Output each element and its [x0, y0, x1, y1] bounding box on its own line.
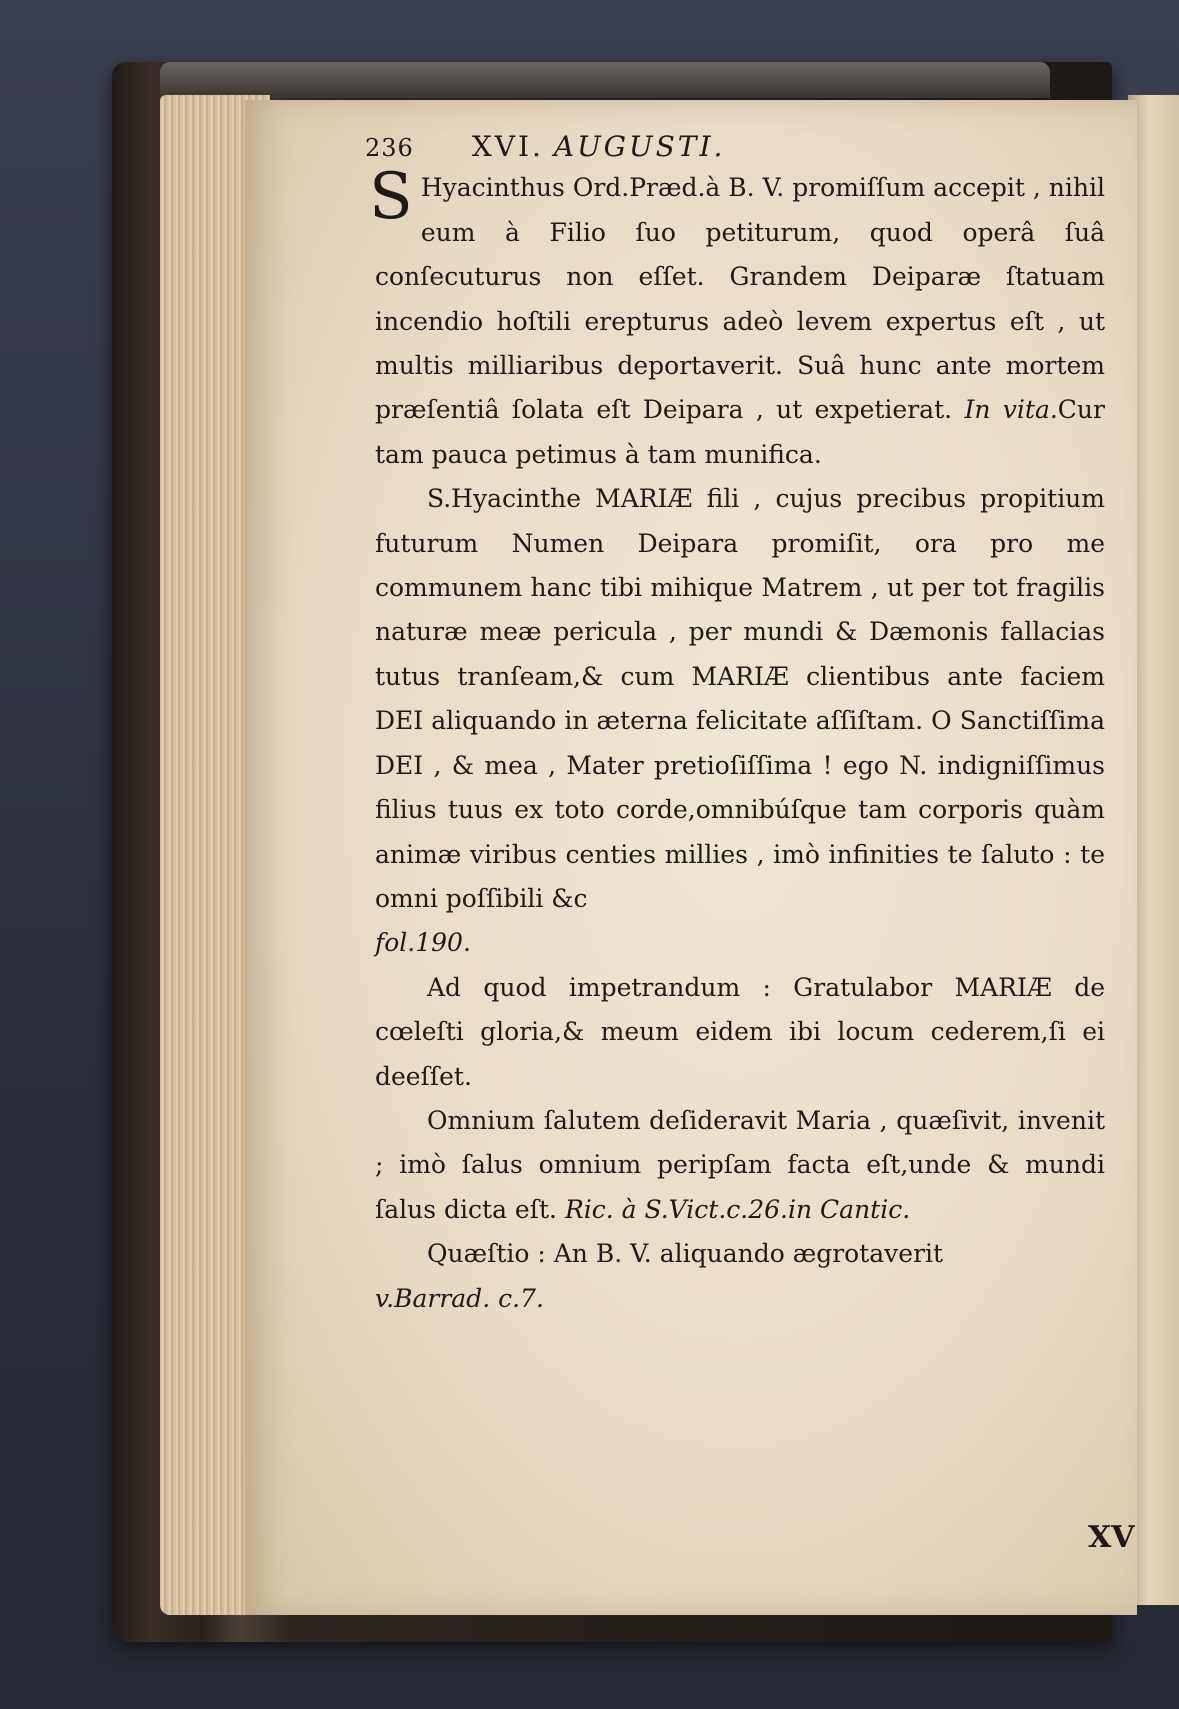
paragraph-text: Quæſtio : An B. V. aliquando ægrotaverit [427, 1239, 944, 1269]
citation: Ric. à S.Vict.c.26.in Cantic. [564, 1194, 911, 1224]
catchword: XV [1088, 1520, 1135, 1555]
paragraph-text: Ad quod impetrandum : Gratulabor MARIÆ de cœleſti gloria,& meum eidem ibi locum cederem,ſi ei deeſſet. [375, 972, 1105, 1091]
citation: v.Barrad. c.7. [375, 1283, 544, 1313]
paragraph-hyacinth-life [369, 160, 1105, 477]
paragraph-salvation [375, 1099, 1105, 1232]
page-text [365, 125, 1105, 1321]
citation: In vita. [964, 395, 1058, 425]
paragraph-text: Omnium ſalutem deſideravit Maria , quæſivit, invenit ; imò ſalus omnium peripſam facta eſt,unde & mundi ſalus dicta eſt. [375, 1105, 1105, 1224]
citation: fol.190. [375, 928, 471, 958]
running-head [365, 125, 1105, 170]
book-page [245, 100, 1137, 1615]
paragraph-question [375, 1232, 1105, 1321]
paragraph-text-tail: Cur tam pauca petimus à tam munifica. [375, 395, 1105, 469]
paragraph-text: Hyacinthus Ord.Præd.à B. V. promiſſum accepit , nihil eum à Filio ſuo petiturum, quod operâ ſuâ conſecuturus non eſſet. Grandem Deiparæ ſtatuam incendio hoſtili erepturus adeò levem expertus eſt , ut multis milliaribus deportaverit. Suâ hunc ante mortem præſentiâ ſolata eſt Deipara , ut expetierat. [375, 173, 1105, 425]
paragraph-text: S.Hyacinthe MARIÆ fili , cujus precibus propitium futurum Numen Deipara promiſit, ora pro me communem hanc tibi mihique Matrem , ut per tot fragilis naturæ meæ pericula , per mundi & Dæmonis fallacias tutus tranſeam,& cum MARIÆ clientibus ante faciem DEI aliquando in æterna felicitate aſſiſtam. O Sanctiſſima DEI , & mea , Mater pretioſiſſima ! ego N. indigniſſimus filius tuus ex toto corde,omnibúſque tam corporis quàm animæ viribus centies millies , imò infinities te ſaluto : te omni poſſibili &c [375, 484, 1105, 913]
running-head-roman: XVI. [471, 130, 544, 163]
page-number: 236 [365, 134, 414, 162]
running-head-italic: AUGUSTI. [553, 130, 726, 163]
paragraph-resolution [375, 966, 1105, 1099]
paragraph-prayer [375, 477, 1105, 965]
drop-cap: S [369, 160, 413, 235]
book-cover-top-edge [160, 62, 1050, 98]
